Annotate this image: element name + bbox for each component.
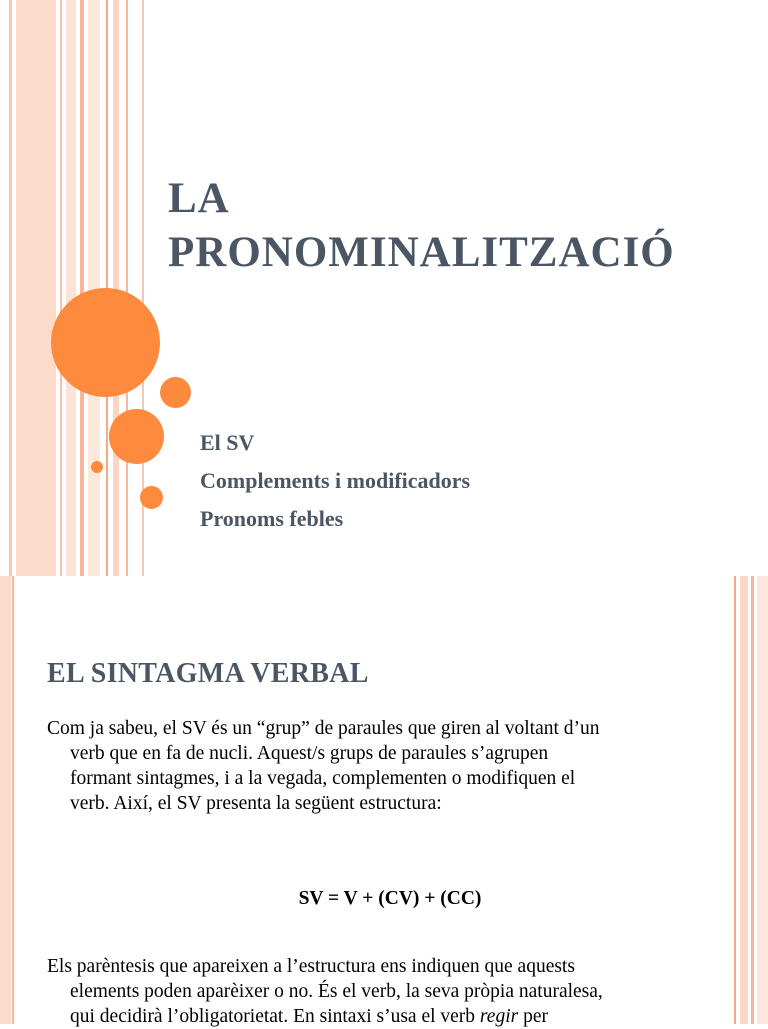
- decorative-circle-tiny: [91, 461, 103, 473]
- decorative-stripe: [80, 0, 84, 576]
- paragraph-line: formant sintagmes, i a la vegada, complementen o modifiquen el: [70, 768, 576, 789]
- decorative-stripe: [740, 576, 748, 1024]
- subtitle-list: [200, 424, 470, 538]
- decorative-stripe: [751, 576, 754, 1024]
- decorative-stripe: [0, 576, 11, 1024]
- structure-formula: SV = V + (CV) + (CC): [298, 888, 482, 909]
- decorative-circle-small: [140, 486, 163, 509]
- slide-title: [168, 172, 748, 280]
- decorative-circle-large: [51, 288, 160, 397]
- paragraph-line: elements poden aparèixer o no. És el verb, la seva pròpia naturalesa,: [70, 981, 603, 1002]
- subtitle-item: Complements i modificadors: [200, 468, 471, 493]
- subtitle-item: El SV: [200, 430, 255, 455]
- decorative-stripe: [12, 576, 14, 1024]
- decorative-stripe: [9, 0, 12, 576]
- text-span: per: [518, 1006, 548, 1027]
- slide-title-line: LA: [168, 175, 230, 222]
- italic-term: regir: [479, 1006, 519, 1027]
- decorative-circle-small: [160, 377, 191, 408]
- slide-title-line: PRONOMINALITZACIÓ: [168, 229, 675, 276]
- paragraph-line: Els parèntesis que apareixen a l’estructura ens indiquen que aquests: [47, 956, 575, 977]
- paragraph: [47, 716, 687, 816]
- decorative-circle-medium: [109, 409, 164, 464]
- paragraph-line: verb. Així, el SV presenta la següent estructura:: [70, 793, 442, 814]
- text-span: qui decidirà l’obligatorietat. En sintaxi s’usa el verb: [70, 1006, 480, 1027]
- decorative-stripe: [16, 0, 56, 576]
- paragraph: [47, 954, 687, 1029]
- subtitle-item: Pronoms febles: [200, 506, 344, 531]
- decorative-stripe: [734, 576, 736, 1024]
- decorative-stripe: [757, 576, 768, 1024]
- decorative-stripe: [60, 0, 62, 576]
- section-title: EL SINTAGMA VERBAL: [47, 658, 369, 689]
- paragraph-line: verb que en fa de nucli. Aquest/s grups de paraules s’agrupen: [70, 743, 549, 764]
- decorative-stripe: [126, 0, 128, 576]
- paragraph-line: [47, 1004, 687, 1029]
- paragraph-line: Com ja sabeu, el SV és un “grup” de paraules que giren al voltant d’un: [47, 718, 600, 739]
- decorative-stripe: [66, 0, 76, 576]
